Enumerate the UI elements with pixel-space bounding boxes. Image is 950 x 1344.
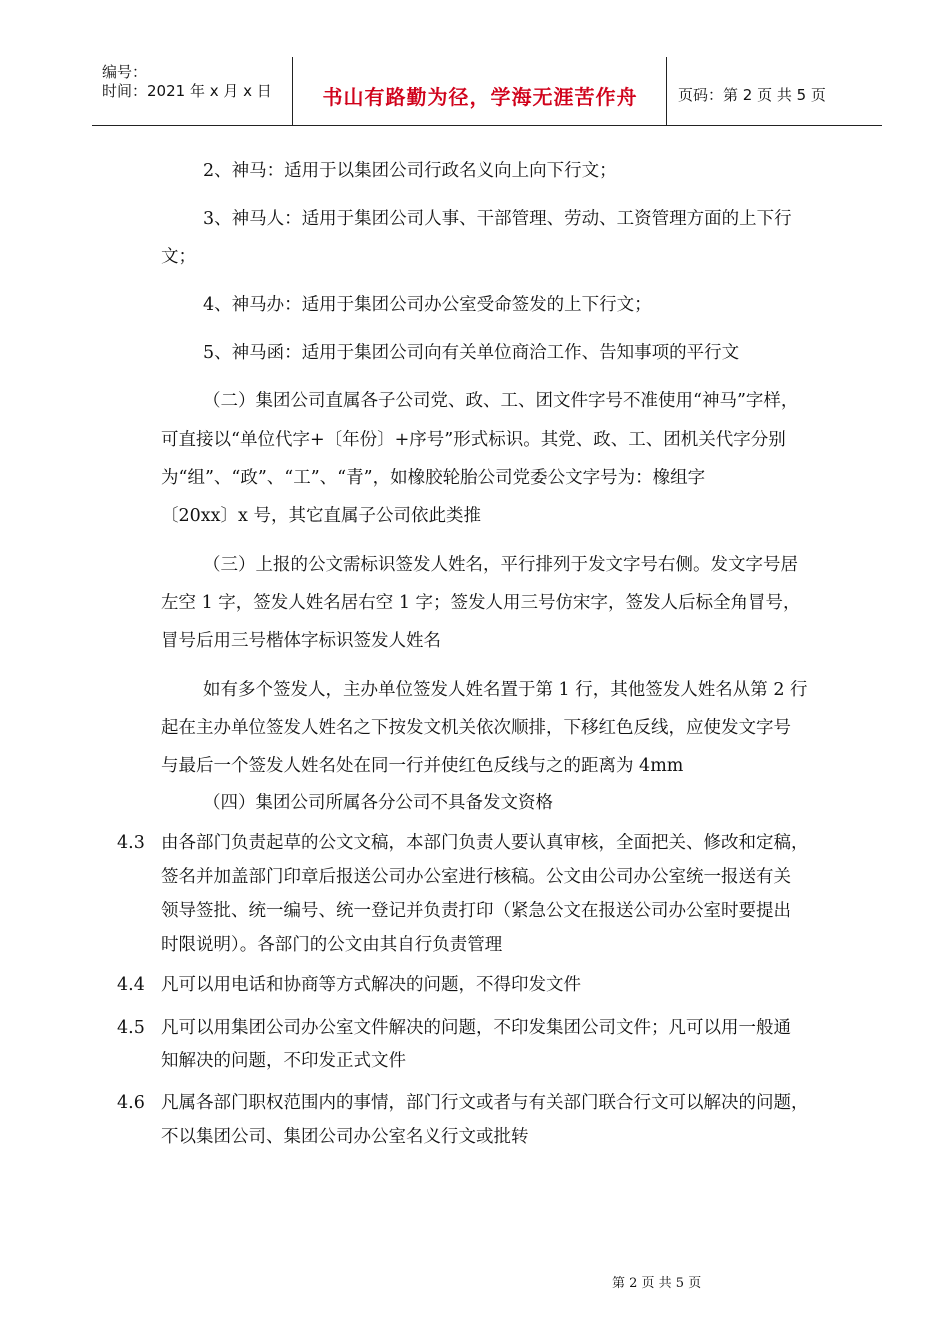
paragraph-line: 不以集团公司、集团公司办公室名义行文或批转 [161, 1127, 529, 1147]
paragraph-line: 冒号后用三号楷体字标识签发人姓名 [161, 631, 441, 651]
footer-page-number: 第 2 页 共 5 页 [612, 1276, 702, 1291]
paragraph-line: 3、神马人：适用于集团公司人事、干部管理、劳动、工资管理方面的上下行 [203, 209, 792, 229]
document-time-label: 时间：2021 年 x 月 x 日 [102, 82, 272, 100]
paragraph-line: 起在主办单位签发人姓名之下按发文机关依次顺排，下移红色反线，应使发文字号 [161, 718, 791, 738]
header-motto: 书山有路勤为径，学海无涯苦作舟 [322, 85, 638, 109]
section-number: 4.3 [117, 833, 145, 853]
paragraph-line: （四）集团公司所属各分公司不具备发文资格 [203, 793, 553, 813]
document-number-label: 编号： [102, 63, 148, 81]
paragraph-line: 签名并加盖部门印章后报送公司办公室进行核稿。公文由公司办公室统一报送有关 [161, 867, 791, 887]
paragraph-line: 与最后一个签发人姓名处在同一行并使红色反线与之的距离为 4mm [161, 756, 684, 776]
paragraph-line: 2、神马：适用于以集团公司行政名义向上向下行文； [203, 161, 617, 181]
paragraph-line: 5、神马函：适用于集团公司向有关单位商洽工作、告知事项的平行文 [203, 343, 740, 363]
header-page-cell [668, 57, 882, 125]
paragraph-line: 由各部门负责起草的公文文稿，本部门负责人要认真审核，全面把关、修改和定稿， [161, 833, 809, 853]
paragraph-line: （三）上报的公文需标识签发人姓名，平行排列于发文字号右侧。发文字号居 [203, 555, 798, 575]
paragraph-line: 领导签批、统一编号、统一登记并负责打印（紧急公文在报送公司办公室时要提出 [161, 901, 791, 921]
section-number: 4.5 [117, 1018, 145, 1038]
paragraph-line: （二）集团公司直属各子公司党、政、工、团文件字号不准使用“神马”字样， [203, 391, 799, 411]
paragraph-line: 时限说明）。各部门的公文由其自行负责管理 [161, 935, 503, 955]
paragraph-line: 凡可以用集团公司办公室文件解决的问题，不印发集团公司文件；凡可以用一般通 [161, 1018, 791, 1038]
header-motto-cell [294, 57, 667, 125]
paragraph-line: 如有多个签发人，主办单位签发人姓名置于第 1 行，其他签发人姓名从第 2 行 [203, 680, 808, 700]
header-page-number: 页码：第 2 页 共 5 页 [678, 86, 826, 104]
section-number: 4.4 [117, 975, 145, 995]
paragraph-line: 凡属各部门职权范围内的事情，部门行文或者与有关部门联合行文可以解决的问题， [161, 1093, 809, 1113]
paragraph-line: 知解决的问题，不印发正式文件 [161, 1051, 406, 1071]
paragraph-line: 为“组”、“政”、“工”、“青”，如橡胶轮胎公司党委公文字号为：橡组字 [161, 468, 706, 488]
paragraph-line: 〔20xx〕x 号，其它直属子公司依此类推 [161, 506, 481, 526]
paragraph-line: 左空 1 字，签发人姓名居右空 1 字；签发人用三号仿宋字，签发人后标全角冒号， [161, 593, 801, 613]
header-meta [92, 57, 293, 125]
paragraph-line: 文； [161, 247, 196, 267]
paragraph-line: 凡可以用电话和协商等方式解决的问题，不得印发文件 [161, 975, 581, 995]
paragraph-line: 4、神马办：适用于集团公司办公室受命签发的上下行文； [203, 295, 652, 315]
paragraph-line: 可直接以“单位代字+〔年份〕+序号”形式标识。其党、政、工、团机关代字分别 [161, 430, 786, 450]
section-number: 4.6 [117, 1093, 145, 1113]
page-header [92, 57, 882, 126]
